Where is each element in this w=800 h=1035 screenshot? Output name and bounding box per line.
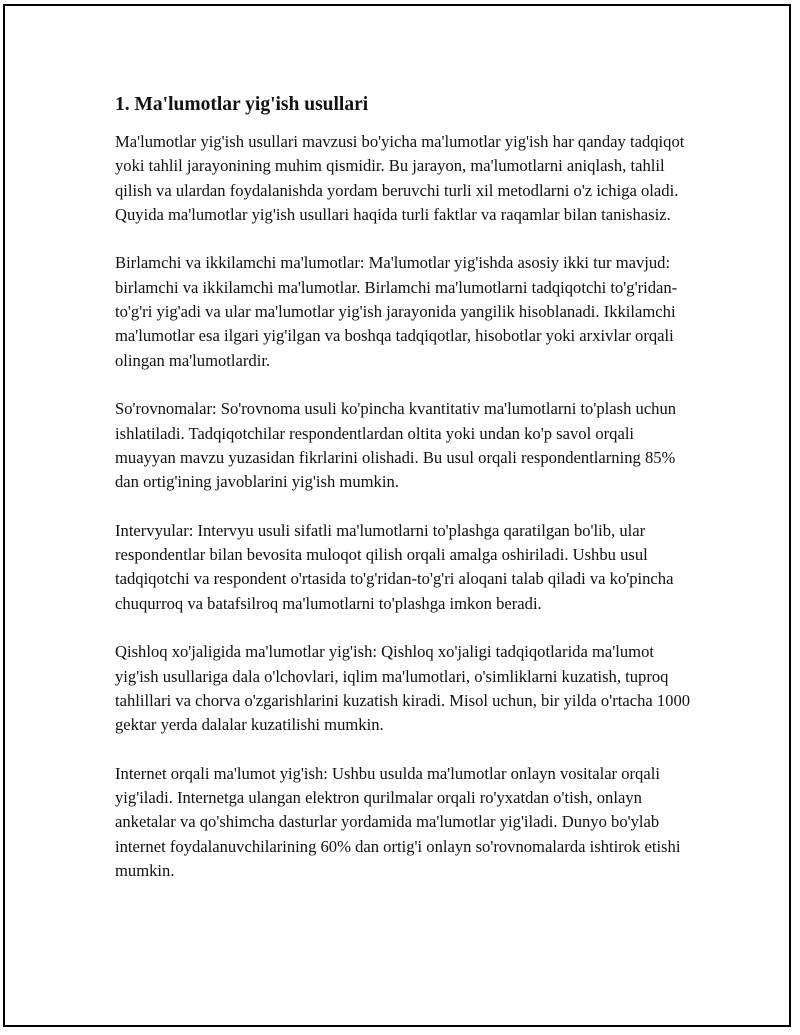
paragraph-interviews: Intervyular: Intervyu usuli sifatli ma'lumotlarni to'plashga qaratilgan bo'lib, ular respondentlar bilan bevosita muloqot qilish orqali amalga oshiriladi. Ushbu usul tadqiqotchi va respondent o'rtasida to'g'ridan-to'g'ri aloqani talab qiladi va ko'pincha chuqurroq va batafsilroq ma'lumotlarni to'plashga imkon beradi. [115, 520, 674, 613]
paragraph-agriculture: Qishloq xo'jaligida ma'lumotlar yig'ish: Qishloq xo'jaligi tadqiqotlarida ma'lumot yig'ish usullariga dala o'lchovlari, iqlim ma'lumotlari, o'simliklarni kuzatish, tuproq tahlillari va chorva o'zgarishlarini kuzatish kiradi. Misol uchun, bir yilda o'rtacha 1000 gektar yerda dalalar kuzatilishi mumkin. [115, 642, 691, 735]
paragraph-intro: Ma'lumotlar yig'ish usullari mavzusi bo'yicha ma'lumotlar yig'ish har qanday tadqiqot yoki tahlil jarayonining muhim qismidir. Bu jarayon, ma'lumotlarni aniqlash, tahlil qilish va ulardan foydalanishda yordam beruvchi turli xil metodlarni o'z ichiga oladi. Quyida ma'lumotlar yig'ish usullari haqida turli faktlar va raqamlar bilan tanishasiz. [115, 132, 685, 224]
section-heading: 1. Ma'lumotlar yig'ish usullari [115, 94, 369, 115]
paragraph-primary-secondary-data: Birlamchi va ikkilamchi ma'lumotlar: Ma'lumotlar yig'ishda asosiy ikki tur mavjud: birlamchi va ikkilamchi ma'lumotlar. Birlamchi ma'lumotlarni tadqiqotchi to'g'ridan-to'g'ri yig'adi va ular ma'lumotlar yig'ish jarayonida yangilik hisoblanadi. Ikkilamchi ma'lumotlar esa ilgari yig'ilgan va boshqa tadqiqotlar, hisobotlar yoki arxivlar orqali olingan ma'lumotlardir. [115, 253, 678, 370]
document-body [115, 91, 695, 908]
paragraph-internet: Internet orqali ma'lumot yig'ish: Ushbu usulda ma'lumotlar onlayn vositalar orqali yig'iladi. Internetga ulangan elektron qurilmalar orqali ro'yxatdan o'tish, onlayn anketalar va qo'shimcha dasturlar yordamida ma'lumotlar yig'iladi. Dunyo bo'ylab internet foydalanuvchilarining 60% dan ortig'i onlayn so'rovnomalarda ishtirok etishi mumkin. [115, 763, 681, 880]
paragraph-surveys: So'rovnomalar: So'rovnoma usuli ko'pincha kvantitativ ma'lumotlarni to'plash uchun ishlatiladi. Tadqiqotchilar respondentlardan oltita yoki undan ko'p savol orqali muayyan mavzu yuzasidan fikrlarini olishadi. Bu usul orqali respondentlarning 85% dan ortig'ining javoblarini yig'ish mumkin. [115, 399, 677, 492]
